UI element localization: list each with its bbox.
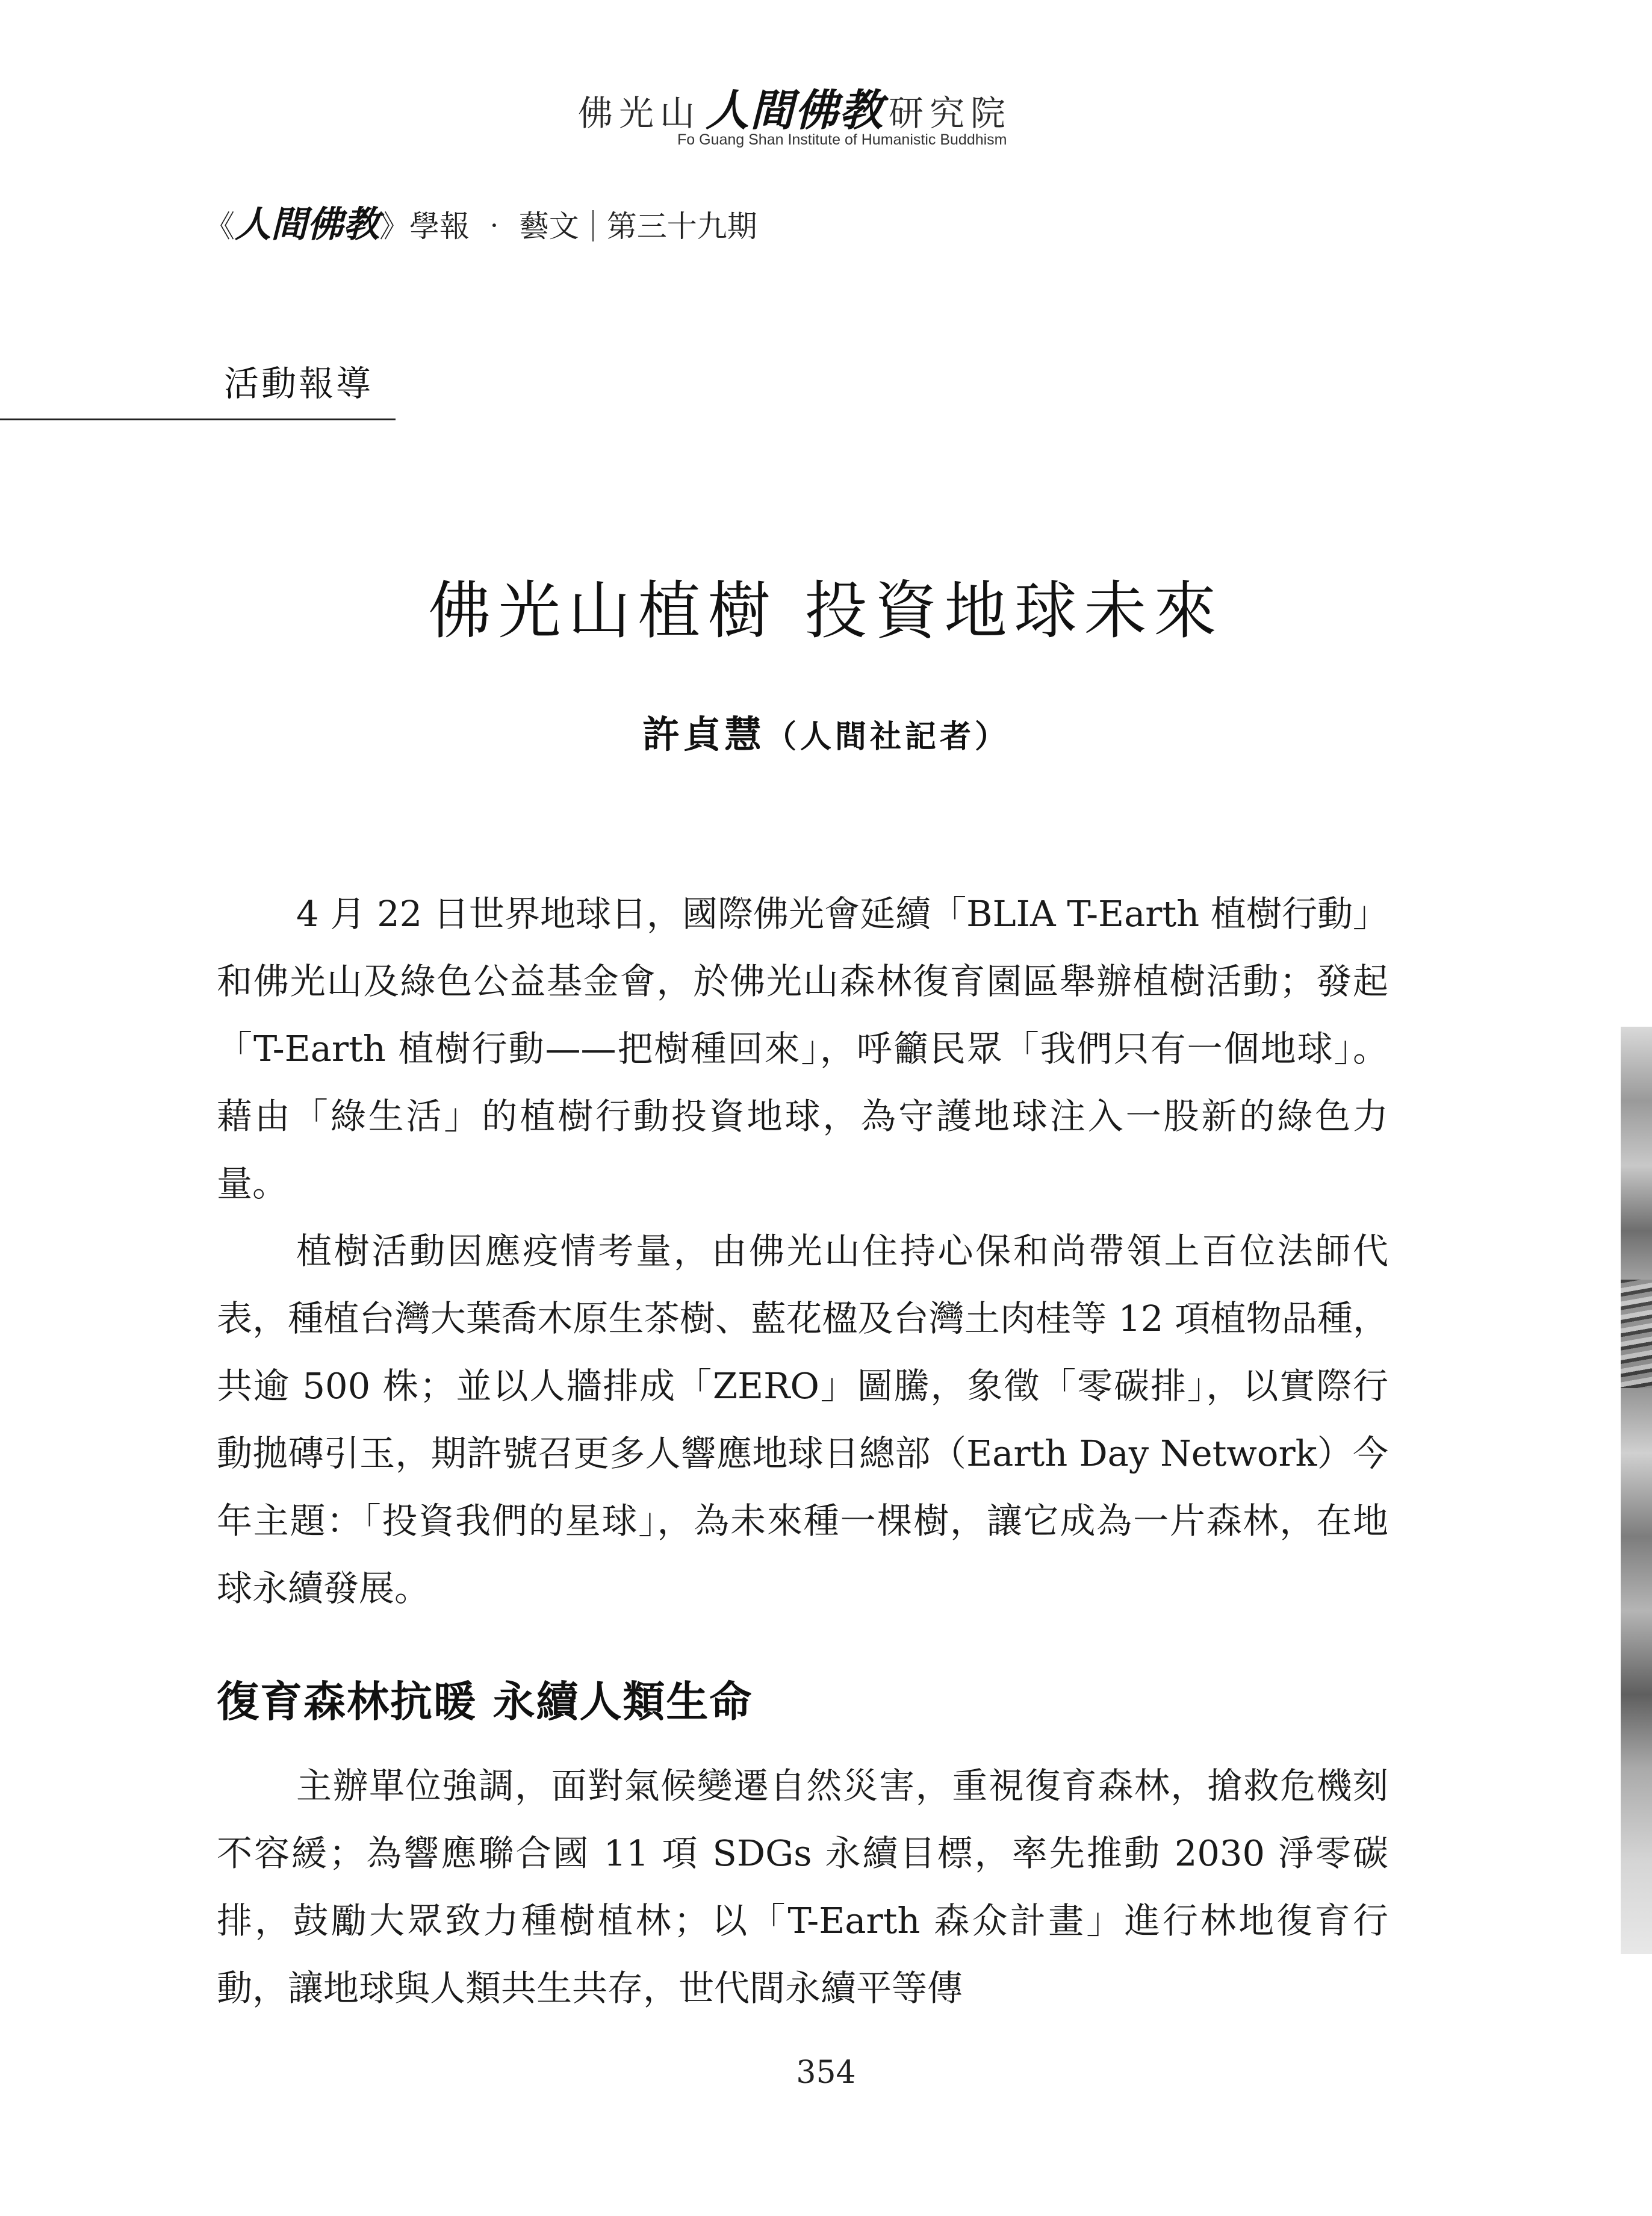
author-name: 許貞慧	[642, 712, 765, 756]
journal-header	[205, 196, 757, 247]
section-label: 活動報導	[224, 363, 374, 404]
author-role: （人間社記者）	[765, 718, 1010, 755]
institute-name-en: Fo Guang Shan Institute of Humanistic Buddhism	[677, 131, 1007, 148]
journal-issue: 第三十九期	[606, 209, 757, 244]
page-number: 354	[796, 2055, 856, 2091]
ink-painting-image	[1621, 1027, 1652, 1954]
institute-post: 研究院	[889, 93, 1012, 134]
section-divider	[0, 419, 396, 420]
article-title: 佛光山植樹 投資地球未來	[428, 574, 1224, 647]
institute-logo: 人間佛教	[706, 84, 884, 135]
body-paragraph: 植樹活動因應疫情考量，由佛光山住持心保和尚帶領上百位法師代表，種植台灣大葉喬木原生茶樹、藍花楹及台灣土肉桂等 12 項植物品種，共逾 500 株；並以人牆排成「ZERO」圖騰，象徵「零碳排」，以實際行動拋磚引玉，期許號召更多人響應地球日總部（Earth Day Network）今年主題：「投資我們的星球」，為未來種一棵樹，讓它成為一片森林，在地球永續發展。	[217, 1230, 1388, 1609]
institute-pre: 佛光山	[578, 93, 701, 134]
journal-open: 《	[205, 209, 235, 244]
byline	[0, 705, 1652, 758]
journal-divider	[592, 210, 594, 241]
section-subheading: 復育森林抗暖 永續人類生命	[217, 1676, 753, 1726]
body-paragraph: 主辦單位強調，面對氣候變遷自然災害，重視復育森林，搶救危機刻不容緩；為響應聯合國 11 項 SDGs 永續目標，率先推動 2030 淨零碳排，鼓勵大眾致力種樹植林；以「T-Earth 森众計畫」進行林地復育行動，讓地球與人類共生共存，世代間永續平等傳	[217, 1765, 1388, 2009]
body-paragraph: 4 月 22 日世界地球日，國際佛光會延續「BLIA T-Earth 植樹行動」和佛光山及綠色公益基金會，於佛光山森林復育園區舉辦植樹活動；發起「T-Earth 植樹行動——把樹種回來」，呼籲民眾「我們只有一個地球」。藉由「綠生活」的植樹行動投資地球，為守護地球注入一股新的綠色力量。	[217, 893, 1388, 1204]
institute-name	[578, 75, 1011, 138]
journal-logo: 人間佛教	[235, 204, 379, 246]
journal-title: 》學報 ‧ 藝文	[379, 209, 579, 244]
